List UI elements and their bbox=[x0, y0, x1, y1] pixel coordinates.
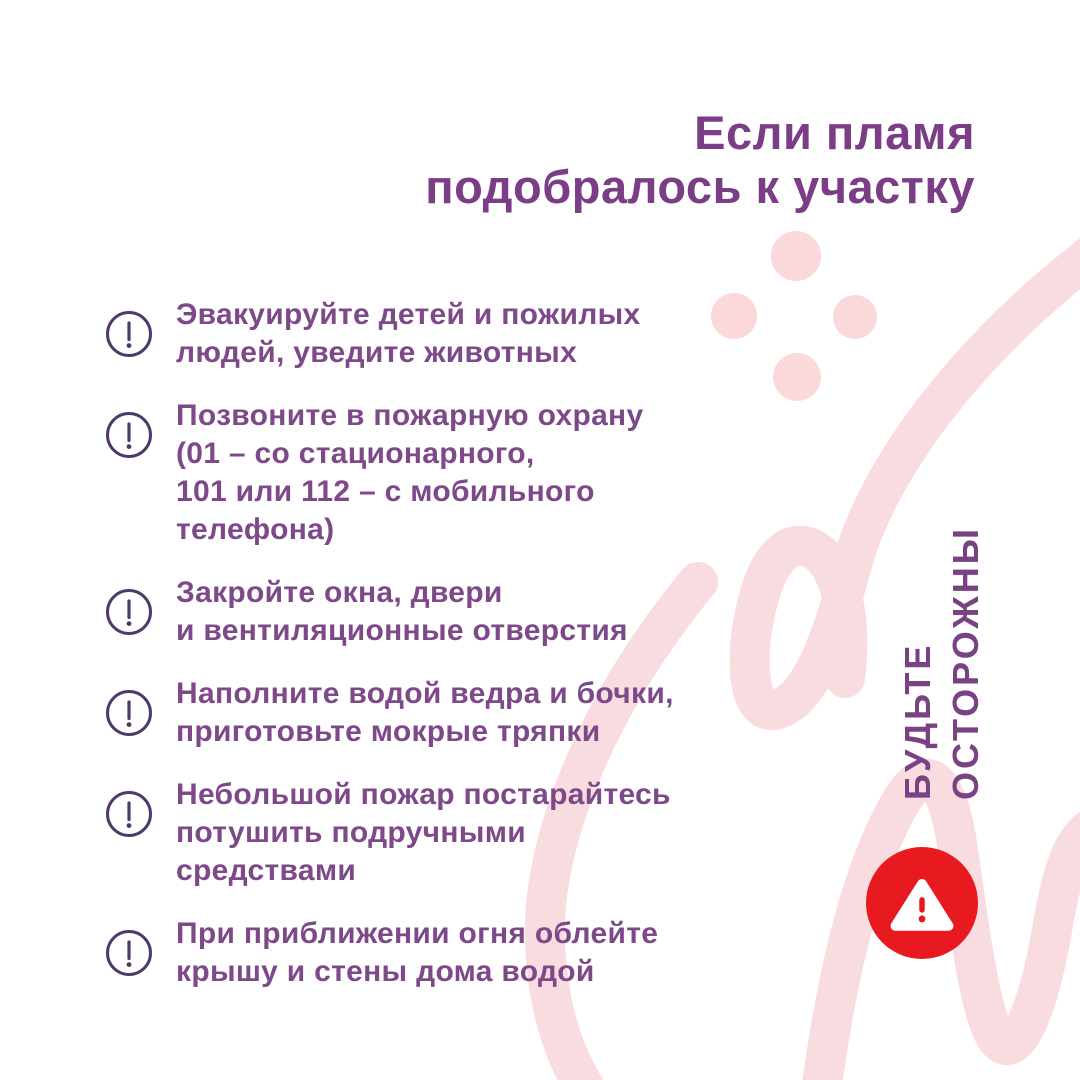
list-item bbox=[105, 574, 755, 650]
be-careful-note: БУДЬТЕ ОСТОРОЖНЫ bbox=[897, 525, 986, 800]
warning-badge bbox=[866, 847, 978, 959]
alert-circle-icon bbox=[105, 790, 153, 838]
alert-circle-icon bbox=[105, 588, 153, 636]
warning-triangle-icon bbox=[885, 866, 959, 940]
list-item bbox=[105, 296, 755, 372]
alert-circle-icon bbox=[105, 310, 153, 358]
list-item bbox=[105, 776, 755, 890]
list-item-text: Позвоните в пожарную охрану (01 – со стационарного, 101 или 112 – с мобильного телефона) bbox=[176, 399, 644, 546]
list-item-text: Закройте окна, двери и вентиляционные отверстия bbox=[176, 576, 628, 647]
list-item bbox=[105, 675, 755, 751]
page-title-line-1: Если пламя bbox=[694, 106, 975, 159]
list-item-text: Эвакуируйте детей и пожилых людей, уведите животных bbox=[176, 298, 641, 369]
alert-circle-icon bbox=[105, 689, 153, 737]
alert-circle-icon bbox=[105, 411, 153, 459]
list-item bbox=[105, 397, 755, 549]
list-item bbox=[105, 915, 755, 991]
list-item-text: Небольшой пожар постарайтесь потушить подручными средствами bbox=[176, 778, 671, 887]
alert-circle-icon bbox=[105, 929, 153, 977]
safety-instructions-list bbox=[105, 296, 755, 1016]
page-title-line-2: подобралось к участку bbox=[425, 160, 975, 213]
list-item-text: Наполните водой ведра и бочки, приготовьте мокрые тряпки bbox=[176, 677, 674, 748]
page-title bbox=[425, 106, 975, 214]
list-item-text: При приближении огня облейте крышу и стены дома водой bbox=[176, 917, 659, 988]
